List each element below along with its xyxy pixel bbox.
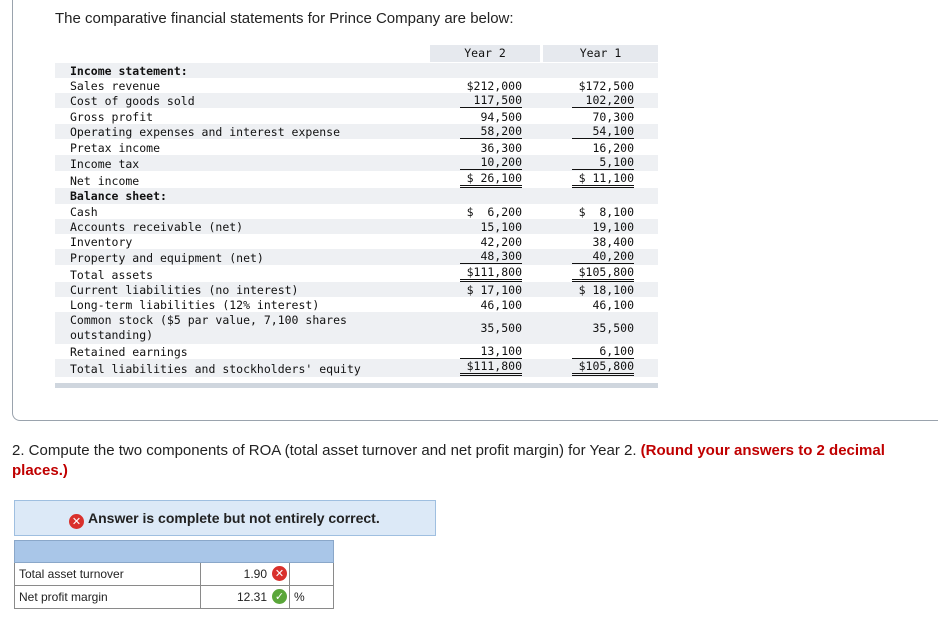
- row-label: Long-term liabilities (12% interest): [70, 298, 320, 312]
- row-label: Accounts receivable (net): [70, 220, 244, 234]
- fs-row: [55, 359, 658, 377]
- year-2-value: 42,200: [480, 235, 522, 249]
- year-1-value: 54,100: [572, 124, 634, 139]
- answer-value: 1.90: [243, 567, 267, 581]
- row-label: Cost of goods sold: [70, 94, 195, 108]
- year-2-value: $111,800: [460, 359, 522, 376]
- row-label: Inventory: [70, 235, 133, 249]
- year-2-value: $212,000: [466, 79, 522, 93]
- year-1-value: 19,100: [592, 220, 634, 234]
- year-1-value: $ 8,100: [578, 205, 634, 219]
- fs-row: [55, 140, 658, 155]
- year-1-value: $105,800: [572, 359, 634, 376]
- year-2-value: 36,300: [480, 141, 522, 155]
- year-2-value: 48,300: [460, 249, 522, 264]
- year-1-value: 16,200: [592, 141, 634, 155]
- fs-row: [55, 249, 658, 265]
- year-2-value: 94,500: [480, 110, 522, 124]
- question-text: [12, 441, 927, 481]
- year-1-value: $172,500: [578, 79, 634, 93]
- net-profit-margin-input[interactable]: [201, 586, 289, 608]
- incorrect-icon: ✕: [272, 566, 287, 581]
- fs-row: [55, 171, 658, 188]
- row-label: Current liabilities (no interest): [70, 283, 299, 297]
- year-2-value: $ 26,100: [460, 171, 522, 188]
- year-1-value: $ 18,100: [578, 283, 634, 297]
- year-2-value: 35,500: [480, 321, 522, 335]
- fs-row: [55, 282, 658, 297]
- year-2-value: $111,800: [460, 265, 522, 282]
- problem-intro: The comparative financial statements for Prince Company are below:: [55, 10, 514, 27]
- year-header-row: [55, 45, 658, 62]
- year-1-value: 35,500: [592, 321, 634, 335]
- fs-row: [55, 204, 658, 219]
- row-label: Net income: [70, 174, 140, 188]
- year-1-header: Year 1: [543, 45, 658, 62]
- fs-row: [55, 234, 658, 249]
- table-scrollbar[interactable]: [55, 383, 658, 388]
- year-2-value: 15,100: [480, 220, 522, 234]
- fs-row: [55, 93, 658, 108]
- row-label: Retained earnings: [70, 345, 188, 359]
- answer-feedback-label: Answer is complete but not entirely correct.: [88, 510, 380, 526]
- row-label: Gross profit: [70, 110, 154, 124]
- row-label: Common stock ($5 par value, 7,100 shares outstanding): [70, 313, 347, 342]
- year-1-value: 46,100: [592, 298, 634, 312]
- year-1-value: $105,800: [572, 265, 634, 282]
- fs-row: [55, 109, 658, 124]
- fs-row: [55, 219, 658, 234]
- question-prompt: 2. Compute the two components of ROA (total asset turnover and net profit margin) for Year 2.: [12, 442, 637, 459]
- answer-feedback-banner: [14, 500, 436, 536]
- row-label: Property and equipment (net): [70, 251, 264, 265]
- year-1-value: 102,200: [572, 93, 634, 108]
- year-2-value: 46,100: [480, 298, 522, 312]
- year-1-value: 6,100: [572, 344, 634, 359]
- year-2-value: 10,200: [460, 155, 522, 170]
- answer-row-net-profit-margin: [14, 586, 334, 609]
- row-label: Income statement:: [70, 64, 188, 78]
- fs-row: [55, 155, 658, 171]
- year-2-value: 117,500: [460, 93, 522, 108]
- fs-row: [55, 312, 658, 344]
- year-1-value: 38,400: [592, 235, 634, 249]
- answer-row-total-asset-turnover: [14, 563, 334, 586]
- fs-row: [55, 124, 658, 139]
- year-2-value: 58,200: [460, 124, 522, 139]
- row-label: Sales revenue: [70, 79, 161, 93]
- year-2-value: $ 17,100: [466, 283, 522, 297]
- year-2-value: $ 6,200: [466, 205, 522, 219]
- rounding-instruction: (Round your answers to 2 decimal places.): [12, 442, 885, 479]
- year-1-value: 70,300: [592, 110, 634, 124]
- row-label: Total assets: [70, 268, 154, 282]
- answer-label: Total asset turnover: [19, 567, 124, 581]
- row-label: Income tax: [70, 157, 140, 171]
- year-2-header: Year 2: [430, 45, 540, 62]
- total-asset-turnover-input[interactable]: [201, 563, 289, 585]
- row-label: Pretax income: [70, 141, 161, 155]
- row-label: Total liabilities and stockholders' equity: [70, 362, 361, 376]
- answer-feedback-text: [69, 510, 380, 529]
- correct-check-icon: ✓: [272, 589, 287, 604]
- row-label: Balance sheet:: [70, 189, 167, 203]
- fs-row: [55, 297, 658, 312]
- fs-row: [55, 63, 658, 78]
- fs-row: [55, 188, 658, 204]
- year-2-value: 13,100: [460, 344, 522, 359]
- answer-unit: %: [294, 590, 305, 604]
- answer-value: 12.31: [236, 590, 267, 604]
- answer-table-header: [14, 540, 334, 563]
- row-label: Operating expenses and interest expense: [70, 125, 341, 139]
- incorrect-icon: ✕: [69, 514, 84, 529]
- answer-label: Net profit margin: [19, 590, 108, 604]
- year-1-value: $ 11,100: [572, 171, 634, 188]
- answer-table: [14, 540, 334, 609]
- financial-statements-table: [55, 45, 658, 385]
- fs-row: [55, 78, 658, 93]
- year-1-value: 5,100: [572, 155, 634, 170]
- row-label: Cash: [70, 205, 98, 219]
- year-1-value: 40,200: [572, 249, 634, 264]
- fs-row: [55, 265, 658, 282]
- fs-row: [55, 344, 658, 359]
